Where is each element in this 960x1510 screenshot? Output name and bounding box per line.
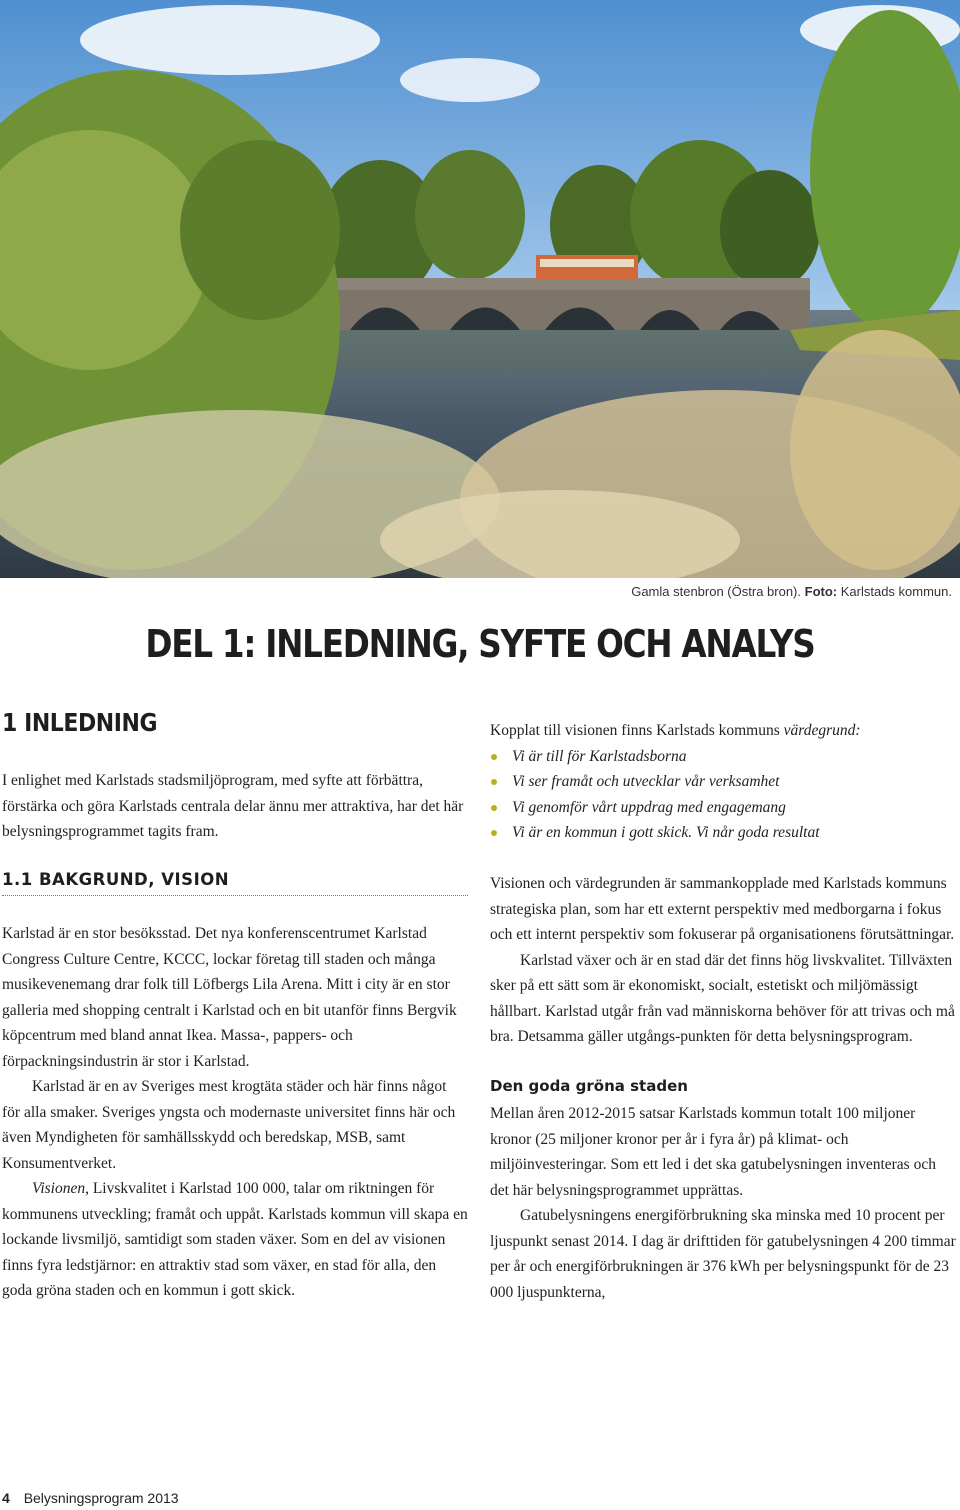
list-item: Vi är en kommun i gott skick. Vi når goda resultat [490,820,958,846]
values-list [490,744,958,846]
paragraph: Karlstad är en av Sveriges mest krogtäta städer och här finns något för alla smaker. Sveriges yngsta och modernaste universitet finns här och även Myndigheten för samhällsskydd och beredskap, MSB, samt Konsumentverket. [2,1078,456,1172]
intro-paragraph: I enlighet med Karlstads stadsmiljöprogram, med syfte att förbättra, förstärka och göra Karlstads centrala delar ännu mer attraktiva, har det här belysningsprogrammet tagits fram. [2,772,464,840]
section-heading-inledning: 1 INLEDNING [2,708,158,737]
photo-caption [631,584,952,599]
list-item: Vi är till för Karlstadsborna [490,744,958,770]
paragraph: Gatubelysningens energiförbrukning ska minska med 10 procent per ljuspunkt senast 2014. I dag är drifttiden för gatubelysningen 4 200 timmar per år och energiförbrukningen är 376 kWh per belysningspunkt för de 23 000 ljuspunkterna, [490,1207,956,1301]
vision-italic: Visionen [32,1180,86,1197]
values-intro-italic: värdegrund: [783,722,861,739]
chapter-title: DEL 1: INLEDNING, SYFTE OCH ANALYS [145,622,815,666]
values-intro [490,718,958,744]
paragraph: Karlstad växer och är en stad där det finns hög livskvalitet. Tillväxten sker på ett sätt som är ekonomiskt, socialt, estetiskt och miljömässigt hållbart. Karlstad utgår från vad människorna behöver för att trivas och må bra. Detsamma gäller utgångs-punkten för detta belysningsprogram. [490,951,955,1045]
paragraph-vision [2,1176,468,1304]
page-number: 4 [2,1490,10,1506]
bridge-illustration [0,0,960,578]
page-footer [2,1490,179,1506]
section-heading-bakgrund: 1.1 BAKGRUND, VISION [2,870,468,896]
paragraph: Visionen och värdegrunden är sammankopplade med Karlstads kommuns strategiska plan, som har ett externt perspektiv med medborgarna i fokus och ett internt perspektiv som fokuserar på organisationens förutsättningar. [490,875,955,943]
values-intro-text: Kopplat till visionen finns Karlstads kommuns [490,722,780,739]
subheading-green-city: Den goda gröna staden [490,1076,688,1095]
paragraph: Mellan åren 2012-2015 satsar Karlstads kommun totalt 100 miljoner kronor (25 miljoner kronor per år i fyra år) på klimat- och miljöinvesteringar. Som ett led i det ska gatubelysningen inventeras och det här belysningsprogrammet upprättas. [490,1105,936,1199]
vision-text: , Livskvalitet i Karlstad 100 000, talar om riktningen för kommunens utveckling; framåt och uppåt. Karlstads kommun vill skapa en lockande livsmiljö, samtidigt som staden växer. Som en del av visionen finns fyra ledstjärnor: en attraktiv stad som växer, en stad för alla, den goda gröna staden och en kommun i gott skick. [2,1180,468,1299]
document-title: Belysningsprogram 2013 [23,1490,179,1506]
paragraph: Karlstad är en stor besöksstad. Det nya konferenscentrumet Karlstad Congress Culture Centre, KCCC, lockar företag till staden och många musikevenemang drar folk till Löfbergs Lila Arena. Mitt i city är en stor galleria med shopping centralt i Karlstad och en bit utanför finns Bergvik köpcentrum med bland annat Ikea. Massa-, pappers- och förpackningsindustrin är stor i Karlstad. [2,925,457,1070]
bridge-photo [0,0,960,578]
list-item: Vi ser framåt och utvecklar vår verksamhet [490,769,958,795]
caption-credit-label: Foto: [804,584,838,599]
list-item: Vi genomför vårt uppdrag med engagemang [490,795,958,821]
right-column [490,871,958,1305]
left-column [2,921,468,1304]
caption-source: Karlstads kommun. [840,584,952,599]
caption-text: Gamla stenbron (Östra bron). [631,584,801,599]
values-block [490,718,958,846]
